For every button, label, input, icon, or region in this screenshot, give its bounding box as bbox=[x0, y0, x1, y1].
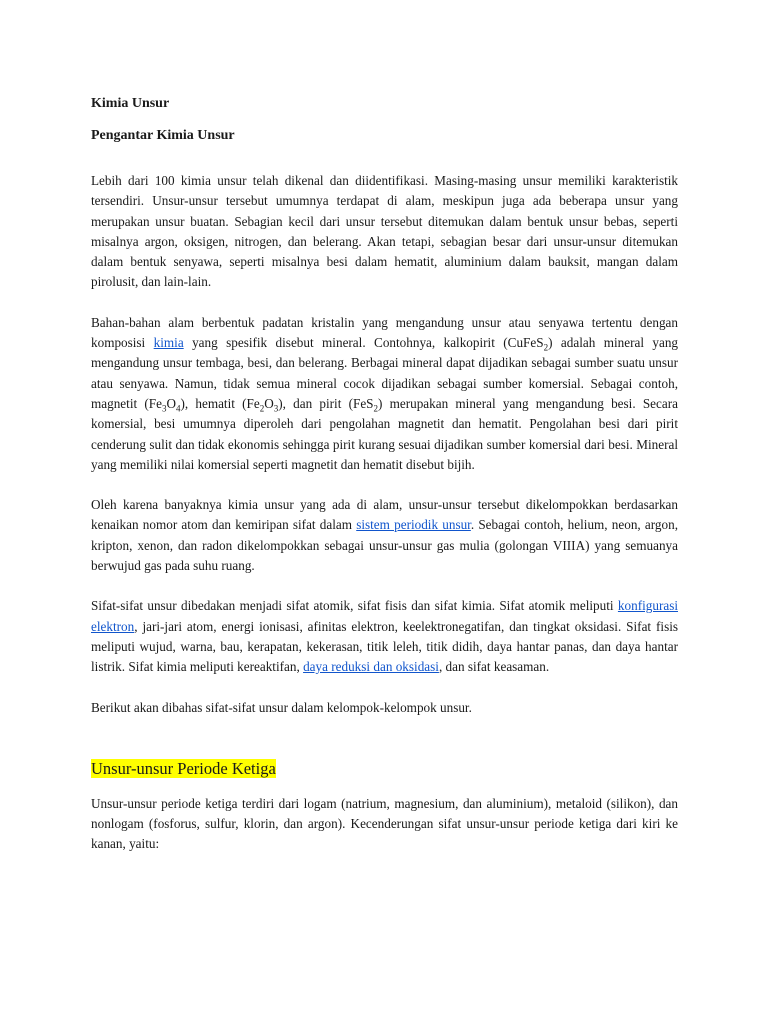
text-span: ), hematit (Fe bbox=[180, 395, 260, 411]
link-kimia[interactable]: kimia bbox=[153, 335, 184, 351]
text-span: ) adalah mineral yang mengandung unsur tembaga, besi, dan belerang. Berbagai mineral dapat dijadikan sebagai sumber suatu unsur atau senyawa. Namun, tidak semua mineral cocok dijadikan sebagai sumber komersial. Sebagai contoh, magnetit (Fe bbox=[91, 335, 679, 411]
link-sistem-periodik-unsur[interactable]: sistem periodik unsur bbox=[356, 517, 471, 533]
document-body bbox=[91, 88, 678, 855]
subscript: 2 bbox=[259, 403, 265, 414]
subscript: 4 bbox=[175, 403, 181, 414]
text-span: ) merupakan mineral yang mengandung besi. Secara komersial, besi umumnya diperoleh dari pengolahan magnetit dan hematit. Pengolahan besi dari pirit cenderung sulit dan tidak ekonomis sehingga pirit kurang sesuai dijadikan sumber komersial dari besi. Mineral yang memiliki nilai komersial seperti magnetit dan hematit disebut bijih. bbox=[91, 395, 678, 472]
text-span: yang spesifik disebut mineral. Contohnya, kalkopirit (CuFeS bbox=[183, 335, 544, 351]
subscript: 2 bbox=[543, 342, 549, 353]
document-title: Kimia Unsur bbox=[91, 96, 170, 111]
text-span: O bbox=[264, 395, 274, 411]
paragraph-periodic bbox=[91, 495, 678, 576]
link-konfigurasi-elektron[interactable]: konfigurasi elektron bbox=[91, 598, 678, 634]
text-span: , dan sifat keasaman. bbox=[438, 659, 550, 675]
link-daya-reduksi-oksidasi[interactable]: daya reduksi dan oksidasi bbox=[303, 659, 439, 675]
paragraph-period-three: Unsur-unsur periode ketiga terdiri dari logam (natrium, magnesium, dan aluminium), metaloid (silikon), dan nonlogam (fosforus, sulfur, klorin, dan argon). Kecenderungan sifat unsur-unsur periode ketiga dari kiri ke kanan, yaitu: bbox=[91, 795, 678, 852]
text-span: O bbox=[166, 395, 176, 411]
paragraph-properties bbox=[91, 596, 678, 677]
paragraph-intro: Lebih dari 100 kimia unsur telah dikenal dan diidentifikasi. Masing-masing unsur memiliki karakteristik tersendiri. Unsur-unsur tersebut umumnya terdapat di alam, meskipun juga ada beberapa unsur yang merupakan unsur buatan. Sebagian kecil dari unsur tersebut ditemukan dalam bentuk unsur bebas, seperti misalnya argon, oksigen, nitrogen, dan belerang. Akan tetapi, sebagian besar dari unsur-unsur ditemukan dalam bentuk senyawa, seperti misalnya besi dalam hematit, aluminium dalam bauksit, mangan dalam pirolusit, dan lain-lain. bbox=[91, 173, 678, 290]
text-span: ), dan pirit (FeS bbox=[278, 395, 374, 411]
text-span: Bahan-bahan alam berbentuk padatan kristalin yang mengandung unsur atau senyawa tertentu dengan komposisi bbox=[91, 314, 678, 351]
subscript: 2 bbox=[373, 403, 379, 414]
section-heading bbox=[91, 758, 678, 780]
paragraph-next: Berikut akan dibahas sifat-sifat unsur dalam kelompok-kelompok unsur. bbox=[91, 699, 472, 715]
document-subtitle: Pengantar Kimia Unsur bbox=[91, 128, 235, 143]
text-span: . Sebagai contoh, helium, neon, argon, kripton, xenon, dan radon dikelompokkan sebagai unsur-unsur gas mulia (golongan VIIIA) yang semuanya berwujud gas pada suhu ruang. bbox=[91, 517, 678, 574]
highlighted-heading-text: Unsur-unsur Periode Ketiga bbox=[91, 758, 276, 778]
text-span: , jari-jari atom, energi ionisasi, afinitas elektron, keelektronegatifan, dan tingkat oksidasi. Sifat fisis meliputi wujud, warna, bau, kerapatan, kekerasan, titik leleh, titik didih, daya hantar panas, dan daya hantar listrik. Sifat kimia meliputi kereaktifan, bbox=[91, 618, 678, 675]
subscript: 3 bbox=[273, 403, 279, 414]
text-span: Oleh karena banyaknya kimia unsur yang ada di alam, unsur-unsur tersebut dikelompokkan berdasarkan kenaikan nomor atom dan kemiripan sifat dalam bbox=[91, 497, 678, 533]
subscript: 3 bbox=[161, 403, 167, 414]
text-span: Sifat-sifat unsur dibedakan menjadi sifat atomik, sifat fisis dan sifat kimia. Sifat atomik meliputi bbox=[91, 598, 618, 614]
paragraph-mineral bbox=[91, 313, 678, 475]
